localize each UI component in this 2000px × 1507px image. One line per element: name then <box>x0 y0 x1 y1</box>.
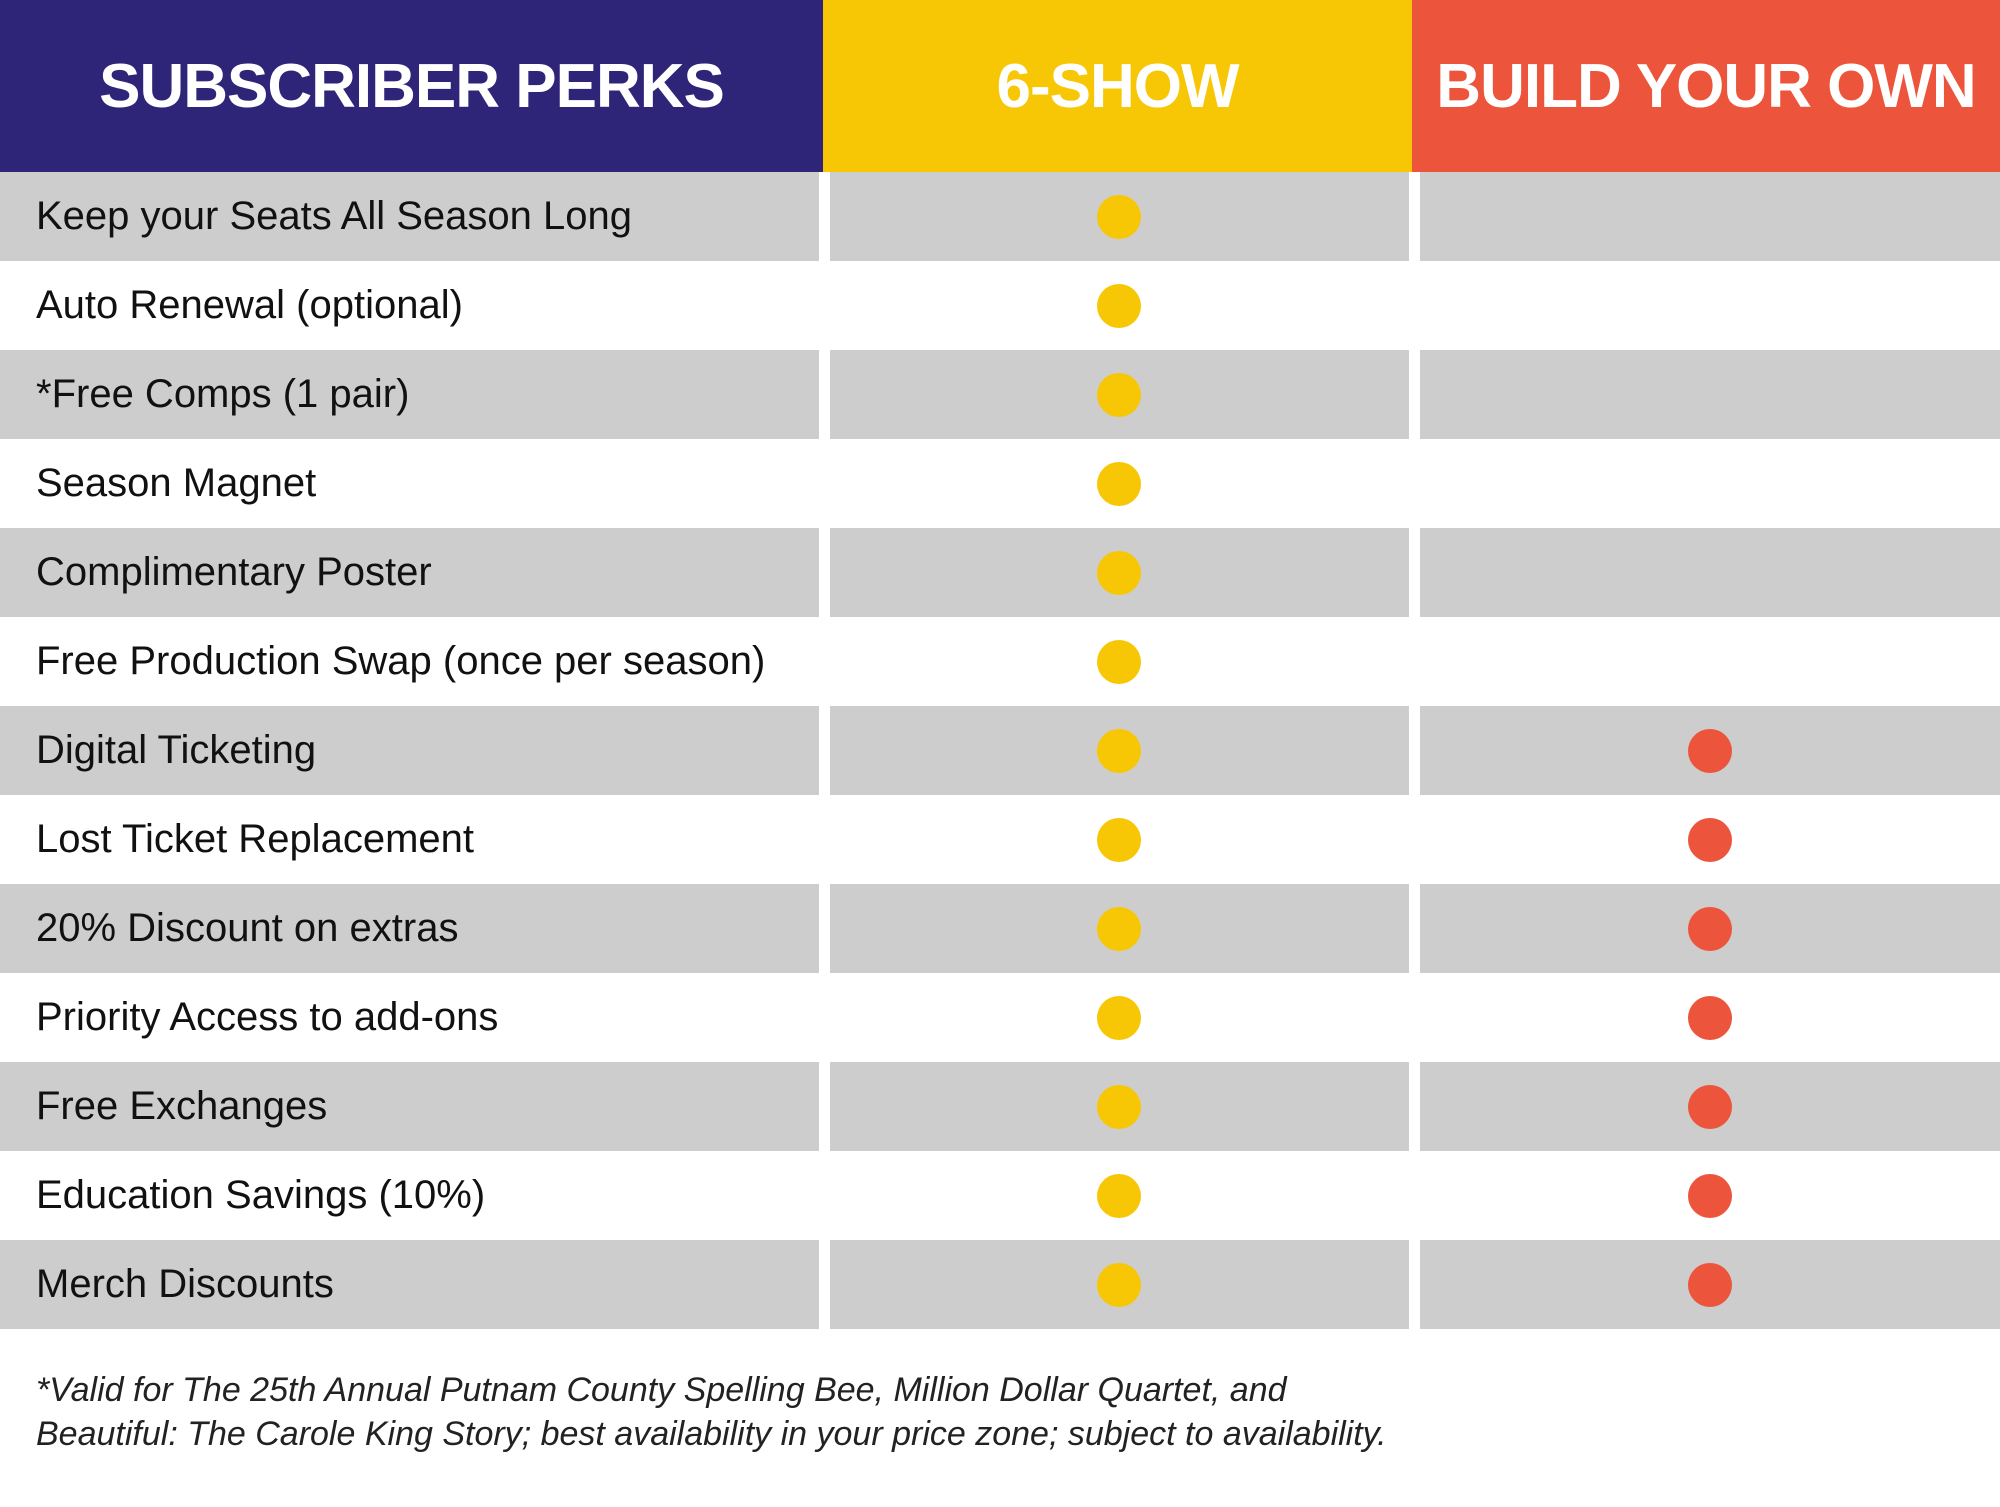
perk-label: *Free Comps (1 pair) <box>0 350 819 439</box>
table-row <box>0 439 2000 528</box>
table-row <box>0 617 2000 706</box>
included-dot-icon <box>1097 818 1141 862</box>
perk-label: Merch Discounts <box>0 1240 819 1329</box>
column-divider <box>819 172 830 261</box>
build-your-own-cell <box>1420 350 2000 439</box>
build-your-own-cell <box>1420 795 2000 884</box>
six-show-cell <box>830 617 1410 706</box>
column-divider <box>1409 706 1420 795</box>
column-divider <box>819 884 830 973</box>
column-divider <box>1409 528 1420 617</box>
included-dot-icon <box>1097 996 1141 1040</box>
table-row <box>0 172 2000 261</box>
column-divider <box>1409 795 1420 884</box>
table-row <box>0 350 2000 439</box>
six-show-cell <box>830 528 1410 617</box>
column-divider <box>1409 350 1420 439</box>
six-show-cell <box>830 1062 1410 1151</box>
perk-label: Complimentary Poster <box>0 528 819 617</box>
column-divider <box>819 973 830 1062</box>
included-dot-icon <box>1097 284 1141 328</box>
table-row <box>0 706 2000 795</box>
included-dot-icon <box>1097 1263 1141 1307</box>
included-dot-icon <box>1097 1085 1141 1129</box>
column-divider <box>819 706 830 795</box>
column-divider <box>1409 884 1420 973</box>
perk-label: Digital Ticketing <box>0 706 819 795</box>
six-show-cell <box>830 261 1410 350</box>
included-dot-icon <box>1097 1174 1141 1218</box>
included-dot-icon <box>1688 729 1732 773</box>
six-show-cell <box>830 172 1410 261</box>
six-show-cell <box>830 795 1410 884</box>
column-divider <box>1409 1240 1420 1329</box>
perk-label: Free Exchanges <box>0 1062 819 1151</box>
build-your-own-cell <box>1420 439 2000 528</box>
perk-label: Education Savings (10%) <box>36 1173 486 1217</box>
table-row <box>0 1151 2000 1240</box>
header-build-your-own: BUILD YOUR OWN <box>1412 0 2000 172</box>
table-row <box>0 973 2000 1062</box>
table-body <box>0 172 2000 1329</box>
included-dot-icon <box>1688 907 1732 951</box>
included-dot-icon <box>1688 1085 1732 1129</box>
column-divider <box>1409 439 1420 528</box>
column-divider <box>819 1062 830 1151</box>
build-your-own-cell <box>1420 1151 2000 1240</box>
table-row <box>0 884 2000 973</box>
column-divider <box>819 261 830 350</box>
six-show-cell <box>830 706 1410 795</box>
six-show-cell <box>830 973 1410 1062</box>
included-dot-icon <box>1688 1263 1732 1307</box>
included-dot-icon <box>1688 818 1732 862</box>
six-show-cell <box>830 350 1410 439</box>
column-divider <box>819 528 830 617</box>
included-dot-icon <box>1097 907 1141 951</box>
included-dot-icon <box>1688 1174 1732 1218</box>
six-show-cell <box>830 1151 1410 1240</box>
table-row <box>0 795 2000 884</box>
column-divider <box>1409 172 1420 261</box>
included-dot-icon <box>1097 462 1141 506</box>
column-divider <box>819 795 830 884</box>
column-divider <box>819 439 830 528</box>
six-show-cell <box>830 884 1410 973</box>
build-your-own-cell <box>1420 706 2000 795</box>
header-6-show: 6-SHOW <box>823 0 1412 172</box>
build-your-own-cell <box>1420 1062 2000 1151</box>
included-dot-icon <box>1097 551 1141 595</box>
build-your-own-cell <box>1420 528 2000 617</box>
build-your-own-cell <box>1420 617 2000 706</box>
included-dot-icon <box>1097 195 1141 239</box>
table-row <box>0 1240 2000 1329</box>
included-dot-icon <box>1688 996 1732 1040</box>
column-divider <box>819 1240 830 1329</box>
build-your-own-cell <box>1420 172 2000 261</box>
included-dot-icon <box>1097 729 1141 773</box>
footnote <box>36 1368 1936 1456</box>
header-subscriber-perks: SUBSCRIBER PERKS <box>0 0 823 172</box>
column-divider <box>1409 973 1420 1062</box>
table-header <box>0 0 2000 172</box>
column-divider <box>819 1151 830 1240</box>
perk-label: Free Production Swap (once per season) <box>36 639 766 683</box>
perk-label: Priority Access to add-ons <box>36 995 499 1039</box>
table-row <box>0 528 2000 617</box>
perk-label: Auto Renewal (optional) <box>36 283 463 327</box>
column-divider <box>1409 617 1420 706</box>
column-divider <box>1409 261 1420 350</box>
six-show-cell <box>830 1240 1410 1329</box>
perk-label: Lost Ticket Replacement <box>36 817 474 861</box>
footnote-line-2: Beautiful: The Carole King Story; best availability in your price zone; subject to availability. <box>36 1415 1387 1453</box>
included-dot-icon <box>1097 373 1141 417</box>
perk-label: Season Magnet <box>36 461 317 505</box>
build-your-own-cell <box>1420 261 2000 350</box>
table-row <box>0 261 2000 350</box>
column-divider <box>1409 1151 1420 1240</box>
build-your-own-cell <box>1420 973 2000 1062</box>
table-row <box>0 1062 2000 1151</box>
column-divider <box>819 350 830 439</box>
six-show-cell <box>830 439 1410 528</box>
build-your-own-cell <box>1420 884 2000 973</box>
perk-label: 20% Discount on extras <box>0 884 819 973</box>
footnote-line-1: *Valid for The 25th Annual Putnam County Spelling Bee, Million Dollar Quartet, and <box>36 1371 1287 1409</box>
column-divider <box>819 617 830 706</box>
perk-label: Keep your Seats All Season Long <box>0 172 819 261</box>
column-divider <box>1409 1062 1420 1151</box>
included-dot-icon <box>1097 640 1141 684</box>
build-your-own-cell <box>1420 1240 2000 1329</box>
